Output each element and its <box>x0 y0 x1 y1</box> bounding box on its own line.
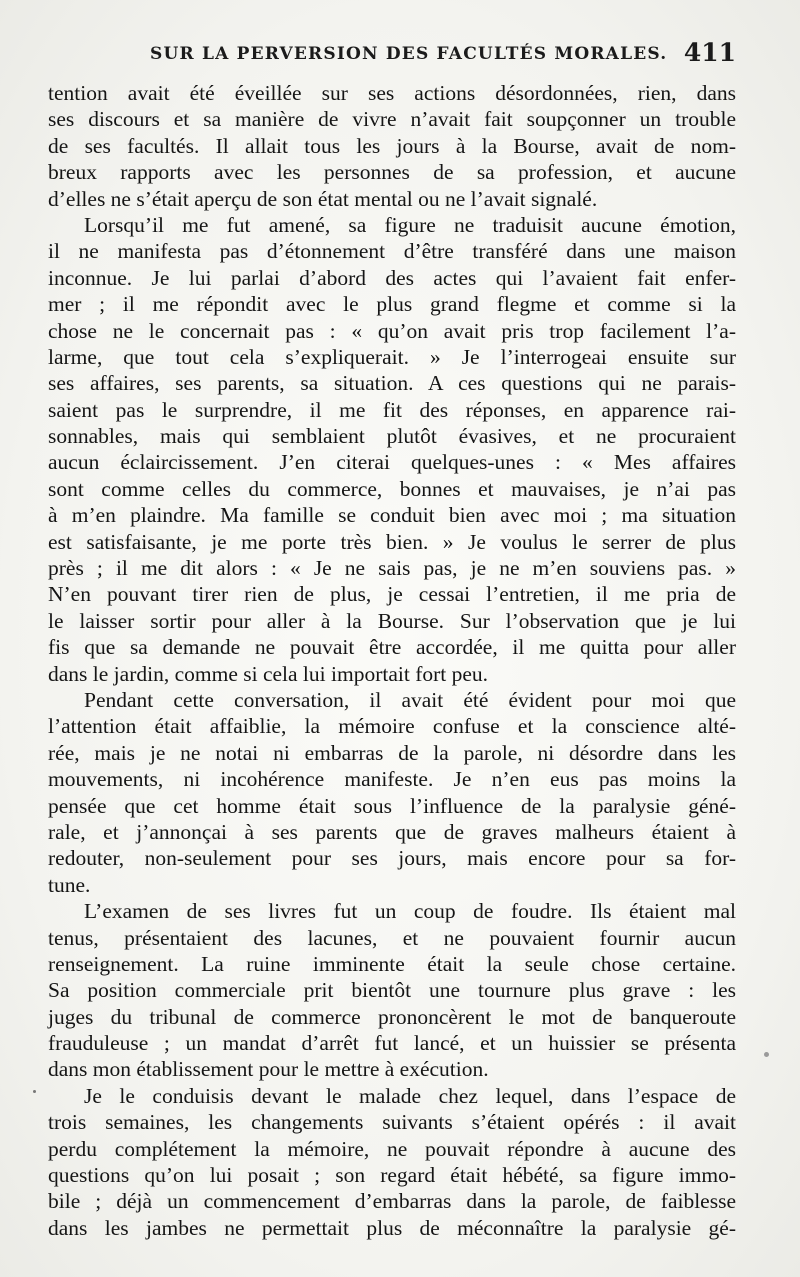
text-line: renseignement. La ruine imminente était la seule chose certaine. <box>48 951 736 976</box>
text-line: rale, et j’annonçai à ses parents que de graves malheurs étaient à <box>48 819 736 844</box>
ink-speck <box>33 1090 36 1093</box>
text-line: N’en pouvant tirer rien de plus, je cessai l’entretien, il me pria de <box>48 582 736 607</box>
page-header <box>48 38 736 72</box>
text-line: frauduleuse ; un mandat d’arrêt fut lancé, et un huissier se présenta <box>48 1031 736 1056</box>
text-line: dans mon établissement pour le mettre à exécution. <box>48 1057 489 1082</box>
text-line: Sa position commerciale prit bientôt une tournure plus grave : les <box>48 978 736 1003</box>
text-line: dans les jambes ne permettait plus de méconnaître la paralysie gé- <box>48 1215 736 1240</box>
text-line: Je le conduisis devant le malade chez lequel, dans l’espace de <box>84 1083 736 1108</box>
text-line: Pendant cette conversation, il avait été évident pour moi que <box>84 687 736 712</box>
text-line: l’attention était affaiblie, la mémoire confuse et la conscience alté- <box>48 714 736 739</box>
text-line: de ses facultés. Il allait tous les jours à la Bourse, avait de nom- <box>48 133 736 158</box>
text-line: d’elles ne s’était aperçu de son état mental ou ne l’avait signalé. <box>48 186 598 211</box>
text-line: L’examen de ses livres fut un coup de foudre. Ils étaient mal <box>84 899 736 924</box>
running-head: SUR LA PERVERSION DES FACULTÉS MORALES. <box>150 44 668 64</box>
text-line: tune. <box>48 872 91 897</box>
text-line: tention avait été éveillée sur ses actions désordonnées, rien, dans <box>48 81 736 105</box>
text-line: il ne manifesta pas d’étonnement d’être transféré dans une maison <box>48 239 736 264</box>
text-line: près ; il me dit alors : « Je ne sais pas, je ne m’en souviens pas. » <box>48 556 736 581</box>
text-line: juges du tribunal de commerce prononcèrent le mot de banqueroute <box>48 1004 736 1029</box>
text-line: sont comme celles du commerce, bonnes et mauvaises, je n’ai pas <box>48 476 736 501</box>
text-line: redouter, non-seulement pour ses jours, mais encore pour sa for- <box>48 846 736 871</box>
text-line: fis que sa demande ne pouvait être accordée, il me quitta pour aller <box>48 635 736 660</box>
text-line: le laisser sortir pour aller à la Bourse. Sur l’observation que je lui <box>48 608 736 633</box>
text-line: Lorsqu’il me fut amené, sa figure ne traduisit aucune émotion, <box>84 212 736 237</box>
text-line: bile ; déjà un commencement d’embarras dans la parole, de faiblesse <box>48 1189 736 1214</box>
text-line: dans le jardin, comme si cela lui importait fort peu. <box>48 661 489 686</box>
text-line: pensée que cet homme était sous l’influence de la paralysie géné- <box>48 793 736 818</box>
text-line: sonnables, mais qui semblaient plutôt évasives, et ne procuraient <box>48 424 736 449</box>
text-line: mer ; il me répondit avec le plus grand flegme et comme si la <box>48 292 736 317</box>
text-line: larme, que tout cela s’expliquerait. » Je l’interrogeai ensuite sur <box>48 344 736 369</box>
ink-speck <box>764 1052 769 1057</box>
page-number: 411 <box>683 38 736 67</box>
text-line: trois semaines, les changements suivants s’étaient opérés : il avait <box>48 1110 736 1135</box>
text-line: aucun éclaircissement. J’en citerai quelques-unes : « Mes affaires <box>48 450 736 475</box>
text-line: mouvements, ni incohérence manifeste. Je n’en eus pas moins la <box>48 767 736 792</box>
text-line: inconnue. Je lui parlai d’abord des actes qui l’avaient fait enfer- <box>48 265 736 290</box>
text-line: breux rapports avec les personnes de sa profession, et aucune <box>48 160 736 185</box>
text-line: ses affaires, ses parents, sa situation. A ces questions qui ne parais- <box>48 371 736 396</box>
text-line: rée, mais je ne notai ni embarras de la parole, ni désordre dans les <box>48 740 736 765</box>
text-line: saient pas le surprendre, il me fit des réponses, en apparence rai- <box>48 397 736 422</box>
body-text <box>48 80 736 1241</box>
text-line: perdu complétement la mémoire, ne pouvait répondre à aucune des <box>48 1136 736 1161</box>
text-line: tenus, présentaient des lacunes, et ne pouvaient fournir aucun <box>48 925 736 950</box>
text-line: chose ne le concernait pas : « qu’on avait pris trop facilement l’a- <box>48 318 736 343</box>
text-line: à m’en plaindre. Ma famille se conduit bien avec moi ; ma situation <box>48 503 736 528</box>
text-line: est satisfaisante, je me porte très bien. » Je voulus le serrer de plus <box>48 529 736 554</box>
text-line: questions qu’on lui posait ; son regard était hébété, sa figure immo- <box>48 1163 736 1188</box>
text-line: ses discours et sa manière de vivre n’avait fait soupçonner un trouble <box>48 107 736 132</box>
